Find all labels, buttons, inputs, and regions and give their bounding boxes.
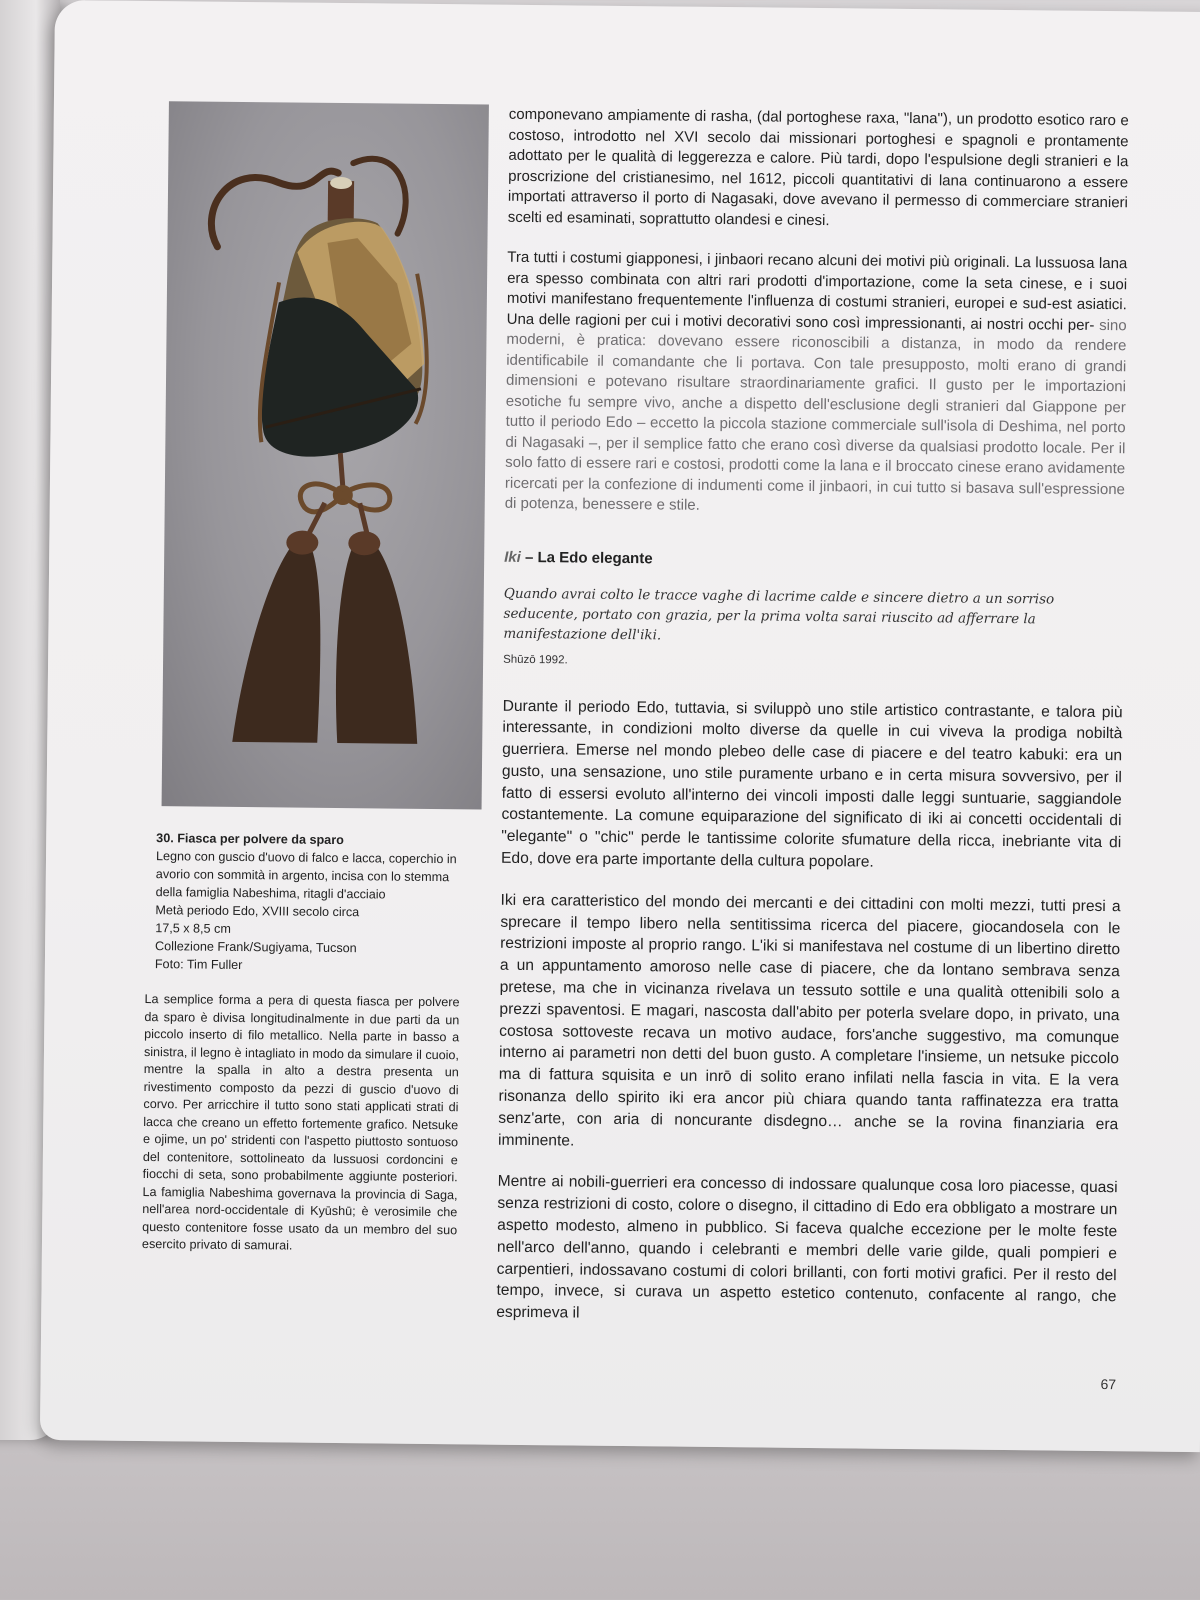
heading-iki-term: Iki [504, 548, 521, 566]
quote-attribution: Shūzō 1992. [503, 653, 568, 666]
paragraph-citizens: Mentre ai nobili-guerrieri era concesso di indossare qualunque cosa loro piacesse, quasi senza restrizioni di costo, colore o disegno, il cittadino di Edo era obbligato a mostrare un aspetto modesto, almeno in pubblico. Si faceva qualche eccezione per le molte feste nell'arco dell'anno, quando i celebranti e membri delle varie gilde, quali pompieri e carpentieri, indossavano costumi di colori brillanti, con forti motivi grafici. Per il resto del tempo, invece, si curava un aspetto estetico contenuto, confacente al rango, che esprimeva il [496, 1173, 1118, 1322]
edge-fragment [0, 380, 4, 398]
epigraph-quote: Quando avrai colto le tracce vaghe di lacrime calde e sincere dietro a un sorriso seducente, portato con grazia, per la prima volta sarai riuscito ad afferrare la manifestazione dell'iki. [503, 585, 1055, 643]
edge-fragment [0, 272, 4, 290]
heading-iki-subtitle: – La Edo elegante [524, 548, 653, 567]
edge-fragment [0, 344, 4, 362]
paragraph-iki-merchants: Iki era caratteristico del mondo dei mercanti e dei cittadini con molti mezzi, tutti presi a sprecare il tempo libero nella sentitissima ricerca del piacere, giocandosela con le restrizioni imposte al proprio rango. L'iki si manifestava nel costume di un libertino diretto a un appuntamento amoroso nelle case di piacere, che da lontano sembrava senza pretese, ma che in vicinanza rivelava un tessuto sottile e una qualità ottenibili solo a prezzi spaventosi. E magari, nascosta dall'abito per poterla svelare dopo, in privato, una costosa sottoveste recava un motivo audace, fors'anche suggestivo, ma comunque interno ai parametri non detti del buon gusto. A completare l'insieme, un netsuke piccolo ma di fattura squisita e un inrō di solito erano infilati nella fascia in vita. E la vera risonanza dello spirito iki era ancor più chiara quando tanta raffinatezza era tratta senz'arte, con aria di noncurante disdegno… anche se la rovina finanziaria era imminente. [497, 891, 1121, 1150]
edge-fragment [0, 434, 4, 452]
edge-fragment [0, 290, 4, 308]
paragraph-jinbaori-start: Tra tutti i costumi giapponesi, i jinbaori recano alcuni dei motivi più originali. La lussuosa lana era spesso combinata con altri rari prodotti d'importazione, come la seta cinese, e i suoi motivi manifestano frequentemente l'influenza di costumi stranieri, europei e sud-est asiatici. Una delle ragioni per cui i motivi decorativi sono così impressionanti, ai nostri occhi per- [506, 248, 1128, 334]
section-heading-iki [504, 548, 1124, 571]
edge-fragment [0, 326, 4, 344]
figure-detail-line: Legno con guscio d'uovo di falco e lacca, coperchio in [155, 849, 457, 867]
paragraph-rasha: componevano ampiamente di rasha, (dal portoghese raxa, "lana"), un prodotto esotico raro e costoso, introdotto nel XVI secolo dai missionari portoghesi e spagnoli e prontamente adottato per le qualità di leggerezza e calore. Più tardi, dopo l'espulsione degli stranieri e la proscrizione del cristianesimo, nel 1612, piccoli quantitativi di lana continuarono a essere importati attraverso il porto di Nagasaki, dove avevano il permesso di commerciare stranieri scelti ed esaminati, soprattutto olandesi e cinesi. [507, 105, 1129, 229]
edge-fragment [0, 416, 4, 434]
main-text-column [496, 105, 1129, 1330]
page-number: 67 [1100, 1376, 1117, 1393]
figure-detail-line: Foto: Tim Fuller [154, 957, 243, 973]
iki-section-body [496, 695, 1123, 1330]
figure-description: La semplice forma a pera di questa fiasca per polvere da sparo è divisa longitudinalmente in due parti da un piccolo inserto di filo metallico. Nella parte in basso a sinistra, il legno è intagliato in modo da simulare il cuoio, mentre la spalla in alto a destra presenta un rivestimento composto da pezzi di guscio d'uovo di corvo. Per arricchire il tutto sono stati applicati strati di lacca che creano un effetto fortemente grafico. Netsuke e ojime, un po' stridenti con l'aspetto piuttosto sontuoso del contenitore, sottolineato da lussuosi cordoncini e fiocchi di seta, sono probabilmente aggiunte posteriori. La famiglia Nabeshima governava la provincia di Saga, nell'area nord-occidentale di Kyūshū; è verosimile che questo contenitore fosse usato da un membro del suo esercito privato di samurai. [141, 991, 460, 1253]
figure-number: 30. [156, 831, 174, 846]
facing-page-text-fragments [0, 200, 4, 452]
edge-fragment [0, 398, 4, 416]
edge-fragment [0, 254, 4, 272]
figure-detail-line: 17,5 x 8,5 cm [155, 921, 231, 936]
figure-caption [155, 829, 466, 976]
edge-fragment [0, 218, 4, 236]
book-page [40, 0, 1200, 1452]
edge-fragment [0, 236, 4, 254]
edge-fragment [0, 308, 4, 326]
paragraph-jinbaori-end: sino moderni, è pratica: dovevano essere riconoscibili a distanza, in modo da rendere identificabile il comandante che li portava. Con tale presupposto, molti erano di grandi dimensioni e potevano risultare straordinariamente grafici. Il gusto per le importazioni esotiche fu sempre vivo, anche a dispetto dell'esclusione degli stranieri dal Giappone per tutto il periodo Edo – eccetto la piccola stazione commerciale sull'isola di Deshima, nel porto di Nagasaki –, per il semplice fatto che erano così diverse da qualsiasi prodotto locale. Per il solo fatto di essere rari e costosi, prodotti come la lana e il broccato cinese erano avidamente ricercati per la confezione di indumenti come il jinbaori, in cui tutto si basava sull'espressione di potenza, benessere e stile. [504, 316, 1127, 514]
figure-detail-line: avorio con sommità in argento, incisa con lo stemma [155, 867, 450, 885]
edge-fragment [0, 200, 4, 218]
figure-photo-powder-flask [162, 101, 489, 809]
paragraph-edo-style: Durante il periodo Edo, tuttavia, si sviluppò uno stile artistico contrastante, e talora più interessante, in condizioni molto diverse da quelle in cui viveva la prodiga nobiltà guerriera. Emerse nel mondo plebeo delle case di piacere e del teatro kabuki: era un gusto, una sensazione, uno stile puramente urbano e in certa misura sovversivo, per il fatto di essersi evoluto all'interno dei vincoli imposti dalle leggi suntuarie, saggiandole costantemente. La comune equiparazione del significato di iki ai concetti occidentali di "elegante" o "chic" perde le tantissime colorite sfumature della ricca, inebriante vita di Edo, dove era parte importante della cultura popolare. [500, 697, 1123, 871]
figure-detail-line: Collezione Frank/Sugiyama, Tucson [155, 939, 357, 956]
powder-flask-illustration [162, 101, 489, 809]
figure-detail-line: Metà periodo Edo, XVIII secolo circa [155, 903, 360, 920]
paragraph-jinbaori [505, 248, 1128, 521]
figure-detail-line: della famiglia Nabeshima, ritagli d'acciaio [155, 885, 386, 902]
edge-fragment [0, 362, 4, 380]
figure-title-text: Fiasca per polvere da sparo [177, 831, 344, 848]
